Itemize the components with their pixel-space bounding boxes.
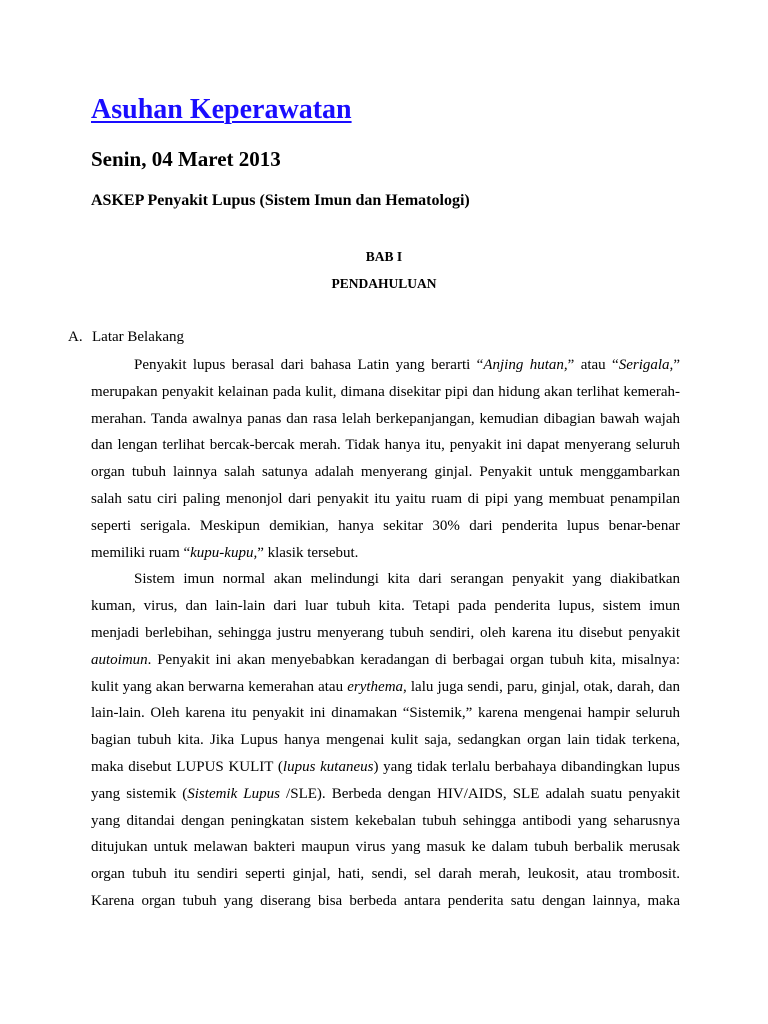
- paragraph-line: [91, 861, 680, 888]
- paragraph-line: [91, 379, 680, 406]
- body-text: [91, 352, 680, 915]
- text-run: kulit yang akan berwarna kemerahan atau: [91, 678, 348, 695]
- section-number: A.: [68, 329, 83, 345]
- paragraph-line: [91, 620, 680, 647]
- text-run: organ tubuh lainnya salah satunya adalah menyerang ginjal. Penyakit untuk menggambarkan: [91, 464, 680, 481]
- post-title: ASKEP Penyakit Lupus (Sistem Imun dan Hematologi): [91, 192, 470, 209]
- blog-title-link[interactable]: Asuhan Keperawatan: [91, 94, 352, 125]
- paragraph-line: [91, 700, 680, 727]
- text-run: Sistem imun normal akan melindungi kita dari serangan penyakit yang diakibatkan: [134, 571, 680, 588]
- text-run: seperti serigala. Meskipun demikian, hanya sekitar 30% dari penderita lupus benar-benar: [91, 517, 680, 534]
- section-heading: [68, 329, 184, 346]
- paragraph-line: [91, 808, 680, 835]
- italic-term: Serigala,: [618, 357, 674, 373]
- paragraph-line: [91, 459, 680, 486]
- text-run: ” klasik tersebut.: [257, 544, 359, 561]
- text-run: ditujukan untuk melawan bakteri maupun virus yang masuk ke dalam tubuh berbalik merusak: [91, 839, 680, 856]
- italic-term: autoimun: [91, 651, 148, 668]
- text-run: merahan. Tanda awalnya panas dan rasa lelah berkepanjangan, kemudian dibagian bawah wajah: [91, 410, 680, 427]
- paragraph-line: [91, 566, 680, 593]
- text-run: ” atau “: [567, 357, 619, 373]
- paragraph-line: [91, 674, 680, 701]
- paragraph-line: [91, 352, 680, 379]
- text-run: Karena organ tubuh yang diserang bisa berbeda antara penderita satu dengan lainnya, maka: [91, 892, 680, 909]
- text-run: yang sistemik (: [91, 785, 188, 802]
- text-run: yang ditandai dengan peningkatan sistem kekebalan tubuh sehingga antibodi yang seharusnya: [91, 812, 680, 829]
- paragraph-line: [91, 727, 680, 754]
- text-run: kuman, virus, dan lain-lain dari luar tubuh kita. Tetapi pada penderita lupus, sistem imun: [91, 598, 680, 615]
- text-run: ”: [673, 357, 680, 373]
- text-run: memiliki ruam “: [91, 544, 191, 561]
- paragraph-line: [91, 486, 680, 513]
- text-run: merupakan penyakit kelainan pada kulit, dimana disekitar pipi dan hidung akan terlihat kemerah-: [91, 383, 680, 400]
- text-run: ) yang tidak terlalu berbahaya dibandingkan lupus: [373, 758, 680, 775]
- chapter-number: BAB I: [365, 249, 403, 264]
- text-run: organ tubuh itu sendiri seperti ginjal, hati, sendi, sel darah merah, leukosit, atau trombosit.: [91, 866, 680, 883]
- paragraph-line: [91, 781, 680, 808]
- text-run: /SLE). Berbeda dengan HIV/AIDS, SLE adalah suatu penyakit: [280, 785, 681, 802]
- italic-term: lupus kutaneus: [282, 758, 374, 775]
- text-run: menjadi berlebihan, sehingga justru menyerang tubuh sendiri, oleh karena itu disebut penyakit: [91, 624, 680, 641]
- text-run: Penyakit lupus berasal dari bahasa Latin yang berarti “: [134, 357, 484, 373]
- italic-term: kupu-kupu,: [190, 544, 258, 561]
- paragraph-line: [91, 593, 680, 620]
- text-run: maka disebut LUPUS KULIT (: [91, 758, 283, 775]
- text-run: bagian tubuh kita. Jika Lupus hanya mengenai kulit saja, sedangkan organ lain tidak terkena,: [91, 732, 680, 749]
- chapter-title: PENDAHULUAN: [331, 276, 437, 291]
- text-run: dan lengan terlihat bercak-bercak merah. Tidak hanya itu, penyakit ini dapat menyerang seluruh: [91, 437, 680, 454]
- text-run: salah satu ciri paling menonjol dari penyakit itu yaitu ruam di pipi yang membuat penampilan: [91, 490, 680, 507]
- text-run: . Penyakit ini akan menyebabkan keradangan di berbagai organ tubuh kita, misalnya:: [147, 651, 680, 668]
- paragraph-line: [91, 888, 680, 915]
- italic-term: erythema: [347, 678, 404, 695]
- section-title: Latar Belakang: [92, 329, 185, 345]
- text-run: lain-lain. Oleh karena itu penyakit ini dinamakan “Sistemik,” karena mengenai hampir seluruh: [91, 705, 680, 722]
- paragraph-line: [91, 432, 680, 459]
- paragraph-line: [91, 513, 680, 540]
- paragraph-line: [91, 406, 680, 433]
- post-date: Senin, 04 Maret 2013: [91, 147, 281, 171]
- paragraph-line: [91, 834, 680, 861]
- paragraph-line: [91, 540, 680, 567]
- italic-term: Sistemik Lupus: [187, 785, 280, 802]
- paragraph-line: [91, 754, 680, 781]
- italic-term: Anjing hutan,: [483, 357, 568, 373]
- text-run: , lalu juga sendi, paru, ginjal, otak, darah, dan: [403, 678, 680, 695]
- paragraph-line: [91, 647, 680, 674]
